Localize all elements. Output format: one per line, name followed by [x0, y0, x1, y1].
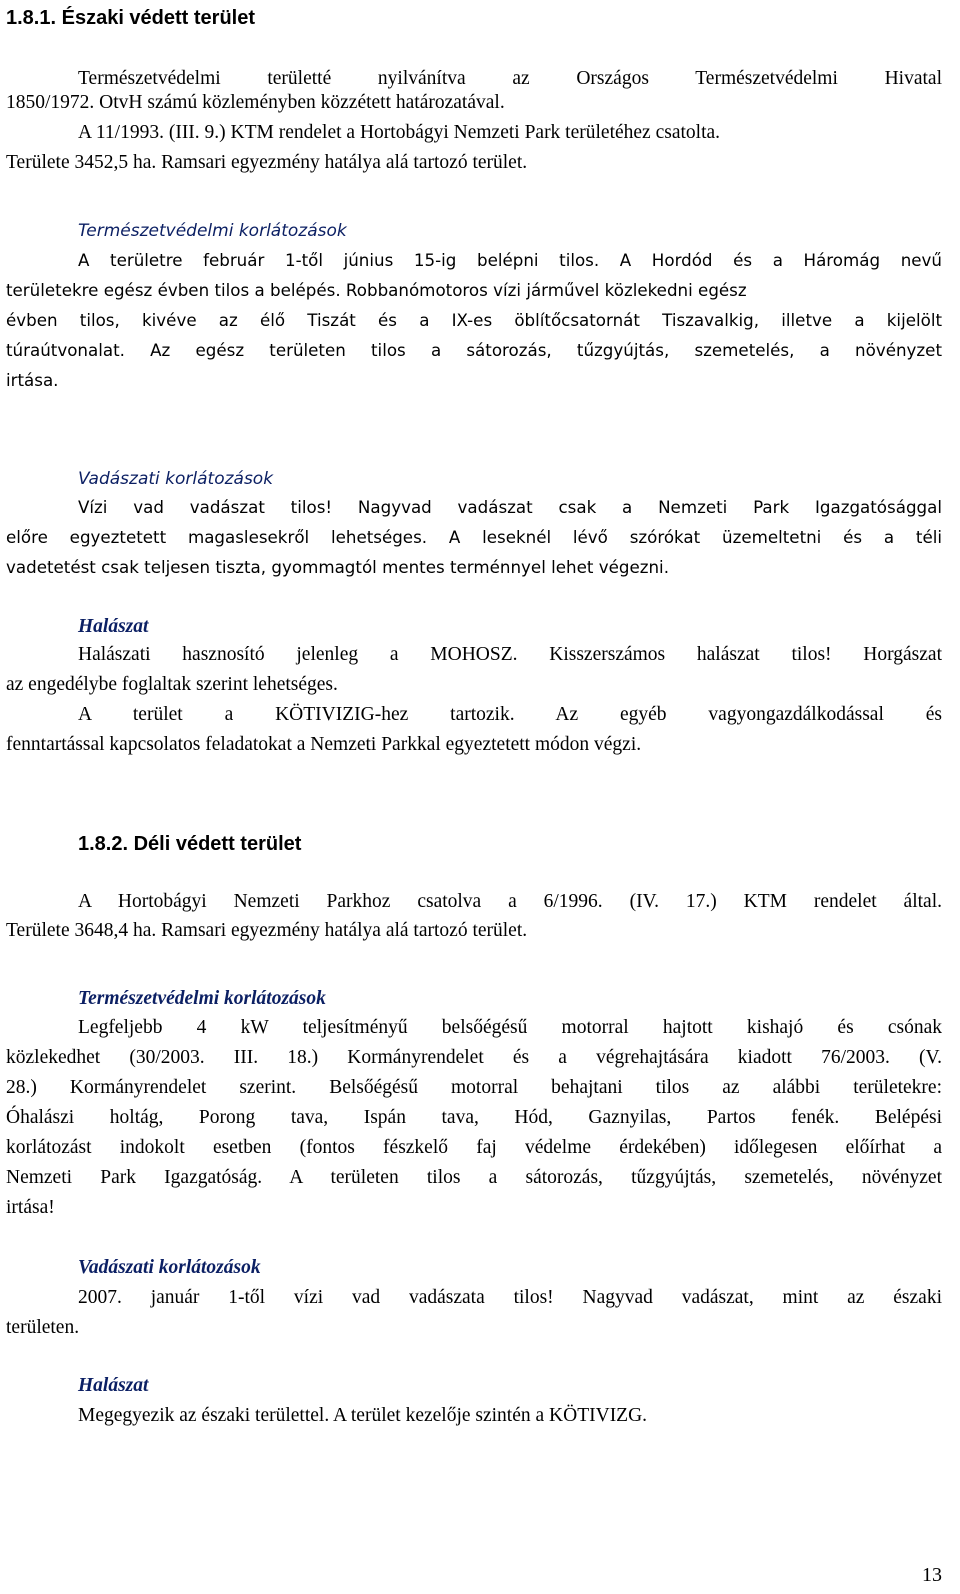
- paragraph-line: túraútvonalat. Az egész területen tilos a sátorozás, tűzgyújtás, szemetelés, a növényzet: [6, 340, 942, 360]
- paragraph-line: Területe 3648,4 ha. Ramsari egyezmény hatálya alá tartozó terület.: [6, 920, 528, 941]
- paragraph-line: területekre egész évben tilos a belépés. Robbanómotoros vízi járművel közlekedni egész: [6, 280, 747, 300]
- section-title: Északi védett terület: [61, 7, 256, 29]
- paragraph-line: 1850/1972. OtvH számú közleményben közzétett határozatával.: [6, 92, 505, 113]
- section-heading-1-8-1: [6, 4, 255, 32]
- paragraph-line: Területe 3452,5 ha. Ramsari egyezmény hatálya alá tartozó terület.: [6, 152, 528, 173]
- paragraph-line: területen.: [6, 1317, 80, 1338]
- paragraph-line: A terület a KÖTIVIZIG-hez tartozik. Az egyéb vagyongazdálkodással és: [78, 704, 942, 725]
- paragraph-line: fenntartással kapcsolatos feladatokat a Nemzeti Parkkal egyeztetett módon végzi.: [6, 734, 642, 755]
- paragraph-line: közlekedhet (30/2003. III. 18.) Kormányrendelet és a végrehajtására kiadott 76/2003. (V.: [6, 1047, 942, 1068]
- subheading-hunting-restrictions: Vadászati korlátozások: [78, 469, 274, 489]
- paragraph-line: előre egyeztetett magaslesekről lehetséges. A leseknél lévő szórókat üzemeltetni és a téli: [6, 527, 942, 547]
- paragraph-line: irtása.: [6, 370, 59, 390]
- paragraph-line: A 11/1993. (III. 9.) KTM rendelet a Hortobágyi Nemzeti Park területéhez csatolta.: [78, 122, 721, 143]
- subheading-nature-restrictions: Természetvédelmi korlátozások: [78, 221, 347, 241]
- paragraph-line: 2007. január 1-től vízi vad vadászata tilos! Nagyvad vadászat, mint az északi: [78, 1287, 942, 1308]
- paragraph-line: Nemzeti Park Igazgatóság. A területen tilos a sátorozás, tűzgyújtás, szemetelés, növényzet: [6, 1167, 942, 1188]
- paragraph-line: Vízi vad vadászat tilos! Nagyvad vadászat csak a Nemzeti Park Igazgatósággal: [78, 497, 942, 517]
- subheading-hunting-restrictions: Vadászati korlátozások: [78, 1257, 261, 1278]
- section-heading-1-8-2: [78, 830, 301, 858]
- page-number: 13: [922, 1564, 942, 1586]
- paragraph-line: Halászati hasznosító jelenleg a MOHOSZ. Kisszerszámos halászat tilos! Horgászat: [78, 644, 942, 665]
- subheading-fishing: Halászat: [78, 1375, 149, 1396]
- paragraph-line: Óhalászi holtág, Porong tava, Ispán tava, Hód, Gaznyilas, Partos fenék. Belépési: [6, 1107, 942, 1128]
- section-number: 1.8.2.: [78, 833, 129, 855]
- paragraph-line: A Hortobágyi Nemzeti Parkhoz csatolva a 6/1996. (IV. 17.) KTM rendelet által.: [78, 891, 942, 912]
- paragraph-line: az engedélybe foglaltak szerint lehetséges.: [6, 674, 338, 695]
- paragraph-line: Legfeljebb 4 kW teljesítményű belsőégésű motorral hajtott kishajó és csónak: [78, 1017, 942, 1038]
- section-number: 1.8.1.: [6, 7, 57, 29]
- section-title: Déli védett terület: [133, 833, 302, 855]
- paragraph-line: 28.) Kormányrendelet szerint. Belsőégésű motorral behajtani tilos az alábbi területekre:: [6, 1077, 942, 1098]
- subheading-nature-restrictions: Természetvédelmi korlátozások: [78, 988, 326, 1009]
- paragraph-line: évben tilos, kivéve az élő Tiszát és a IX-es öblítőcsatornát Tiszavalkig, illetve a kijelölt: [6, 310, 942, 330]
- paragraph-line: Természetvédelmi területté nyilvánítva az Országos Természetvédelmi Hivatal: [78, 68, 942, 89]
- subheading-fishing: Halászat: [78, 616, 149, 637]
- paragraph-line: korlátozást indokolt esetben (fontos fészkelő faj védelme érdekében) időlegesen előírhat a: [6, 1137, 942, 1158]
- paragraph-line: vadetetést csak teljesen tiszta, gyommagtól mentes terménnyel lehet végezni.: [6, 557, 670, 577]
- paragraph-line: Megegyezik az északi területtel. A terület kezelője szintén a KÖTIVIZG.: [78, 1405, 648, 1426]
- paragraph-line: A területre február 1-től június 15-ig belépni tilos. A Hordód és a Háromág nevű: [78, 250, 942, 270]
- paragraph-line: irtása!: [6, 1197, 55, 1218]
